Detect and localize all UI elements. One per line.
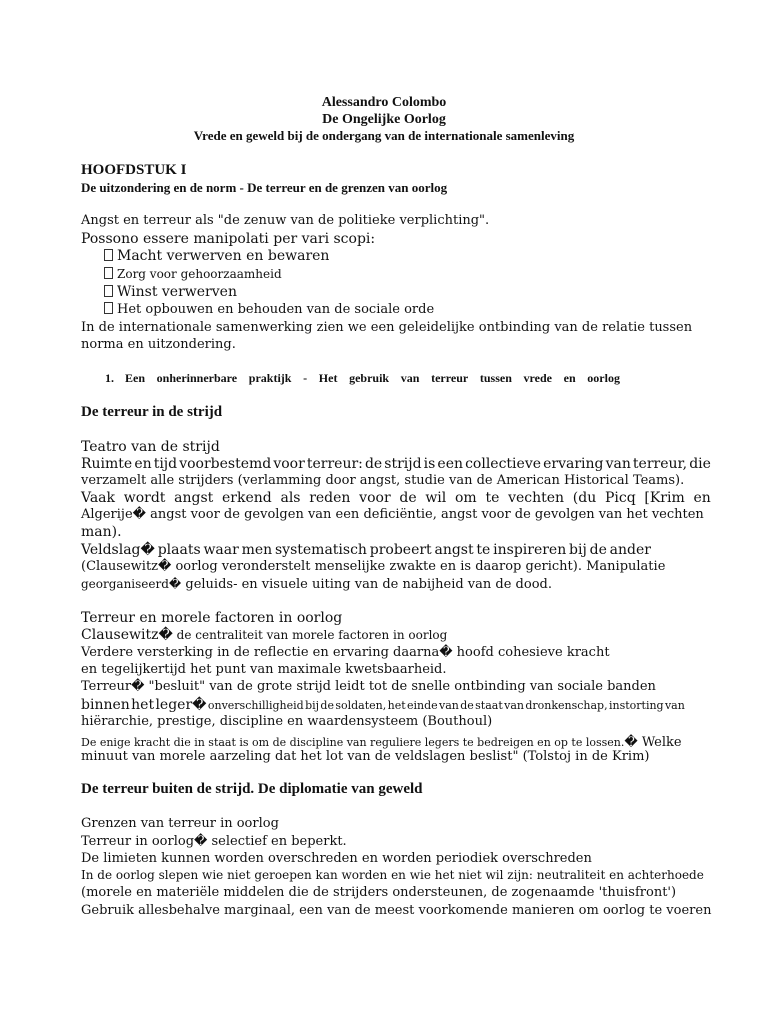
paragraph-line: Ruimte en tijd voorbestemd voor terreur: de strijd is een collectieve ervaring van terreur, die [81,456,711,472]
missing-glyph-icon [104,285,113,297]
paragraph-line: De enige kracht die in staat is om de discipline van reguliere legers te bedreigen en op te lossen.� Welke [81,735,682,750]
section-number: 1. [105,371,114,385]
paragraph-line: hiërarchie, prestige, discipline en waardensysteem (Bouthoul) [81,714,493,729]
list-item: Winst verwerven [104,284,237,300]
subheading: Grenzen van terreur in oorlog [81,816,279,831]
list-item: Zorg voor gehoorzaamheid [104,267,282,281]
missing-glyph-icon [104,267,113,279]
section-heading: De terreur in de strijd [81,404,223,420]
subheading: Teatro van de strijd [81,439,220,455]
paragraph-line: Clausewitz� de centraliteit van morele factoren in oorlog [81,627,448,643]
paragraph-line: verzamelt alle strijders (verlamming door angst, studie van de American Historical Teams). [81,473,685,488]
intro-line: Possono essere manipolati per vari scopi: [81,231,376,247]
book-subtitle: Vrede en geweld bij de ondergang van de internationale samenleving [193,128,575,143]
paragraph-line: Veldslag� plaats waar men systematisch probeert angst te inspireren bij de ander [81,542,651,558]
paragraph-line: minuut van morele aarzeling dat het lot van de veldslagen beslist" (Tolstoj in de Krim) [81,749,650,764]
subheading: Terreur en morele factoren in oorlog [81,610,343,626]
paragraph-line: (Clausewitz� oorlog veronderstelt menselijke zwakte en is daarop gericht). Manipulatie [81,559,666,574]
section-heading: De terreur buiten de strijd. De diplomatie van geweld [81,781,423,797]
paragraph-line: In de internationale samenwerking zien we een geleidelijke ontbinding van de relatie tussen [81,320,693,335]
paragraph-line: man). [81,524,122,540]
paragraph-line: en tegelijkertijd het punt van maximale kwetsbaarheid. [81,662,447,677]
chapter-subheading: De uitzondering en de norm - De terreur en de grenzen van oorlog [81,180,448,195]
book-title: De Ongelijke Oorlog [322,112,446,127]
list-item: Macht verwerven en bewaren [104,248,329,264]
list-item: Het opbouwen en behouden van de sociale orde [104,302,434,317]
paragraph-line: (morele en materiële middelen die de strijders ondersteunen, de zogenaamde 'thuisfront') [81,885,677,900]
paragraph-line: De limieten kunnen worden overschreden en worden periodiek overschreden [81,851,592,866]
paragraph-line: Verdere versterking in de reflectie en ervaring daarna� hoofd cohesieve kracht [81,645,610,660]
paragraph-line: binnen het leger� onverschilligheid bij de soldaten, het einde van de staat van dronkenschap, instorting van [81,697,685,713]
chapter-heading: HOOFDSTUK I [81,162,187,178]
paragraph-line: In de oorlog slepen wie niet geroepen kan worden en wie het niet wil zijn: neutraliteit en achterhoede [81,868,704,882]
paragraph-line: Terreur in oorlog� selectief en beperkt. [81,834,347,849]
paragraph-line: Vaak wordt angst erkend als reden voor de wil om te vechten (du Picq [Krim en [81,490,711,506]
intro-line: Angst en terreur als "de zenuw van de politieke verplichting". [81,213,490,228]
missing-glyph-icon [104,249,113,261]
paragraph-line: georganiseerd� geluids- en visuele uiting van de nabijheid van de dood. [81,577,552,592]
paragraph-line: norma en uitzondering. [81,337,236,352]
paragraph-line: Algerije� angst voor de gevolgen van een deficiëntie, angst voor de gevolgen van het vechten [81,507,704,522]
missing-glyph-icon [104,302,113,314]
author-name: Alessandro Colombo [321,95,447,110]
paragraph-line: Gebruik allesbehalve marginaal, een van de meest voorkomende manieren om oorlog te voeren [81,903,712,918]
paragraph-line: Terreur� "besluit" van de grote strijd leidt tot de snelle ontbinding van sociale banden [81,679,656,694]
section-heading: Een onherinnerbare praktijk - Het gebruik van terreur tussen vrede en oorlog [125,371,620,385]
